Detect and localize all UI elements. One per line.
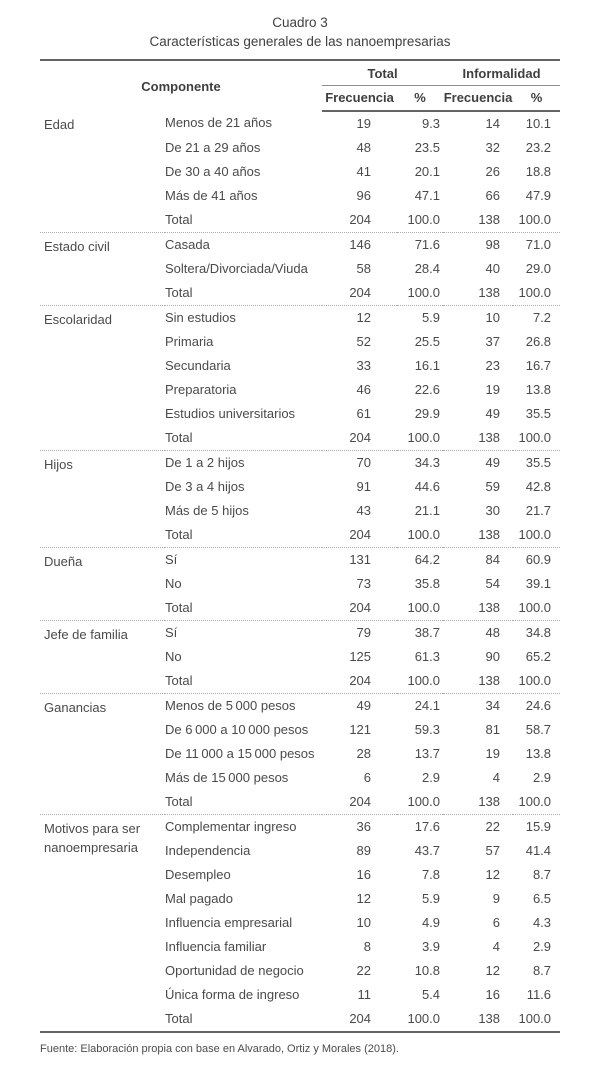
value-cell: 100.0 — [407, 285, 441, 300]
component-cell: Estudios universitarios — [165, 406, 296, 421]
value-cell: 10.8 — [414, 963, 441, 978]
component-cell: Primaria — [165, 334, 214, 349]
value-cell: 52 — [356, 334, 372, 349]
header-group-total: Total — [322, 60, 443, 86]
table-row — [40, 111, 560, 136]
value-cell: 16 — [485, 987, 501, 1002]
component-cell: Total — [165, 212, 193, 227]
value-cell: 24.6 — [525, 698, 552, 713]
value-cell: 7.2 — [532, 310, 552, 325]
table-row — [40, 815, 560, 840]
value-cell: 57 — [485, 843, 501, 858]
component-cell: Preparatoria — [165, 382, 237, 397]
value-cell: 8.7 — [532, 867, 552, 882]
component-cell: Mal pagado — [165, 891, 233, 906]
value-cell: 204 — [349, 673, 372, 688]
value-cell: 100.0 — [518, 794, 552, 809]
category-cell: Dueña — [44, 554, 83, 569]
value-cell: 58.7 — [525, 722, 552, 737]
component-cell: Desempleo — [165, 867, 231, 882]
value-cell: 8.7 — [532, 963, 552, 978]
component-cell: Total — [165, 794, 193, 809]
value-cell: 41.4 — [525, 843, 552, 858]
header-frecuencia-total: Frecuencia — [322, 86, 397, 112]
value-cell: 66 — [485, 188, 501, 203]
value-cell: 125 — [349, 649, 372, 664]
component-cell: No — [165, 576, 182, 591]
value-cell: 24.1 — [414, 698, 441, 713]
value-cell: 29.9 — [414, 406, 441, 421]
table-section — [40, 233, 560, 306]
table-row — [40, 621, 560, 646]
value-cell: 26.8 — [525, 334, 552, 349]
component-cell: Oportunidad de negocio — [165, 963, 304, 978]
table-section — [40, 451, 560, 548]
table-section — [40, 815, 560, 1033]
value-cell: 41 — [356, 164, 372, 179]
value-cell: 2.9 — [532, 939, 552, 954]
value-cell: 100.0 — [518, 285, 552, 300]
value-cell: 34.3 — [414, 455, 441, 470]
value-cell: 8 — [363, 939, 372, 954]
value-cell: 10 — [356, 915, 372, 930]
component-cell: Total — [165, 1011, 193, 1026]
header-group-informalidad: Informalidad — [443, 60, 560, 86]
value-cell: 96 — [356, 188, 372, 203]
value-cell: 49 — [485, 455, 501, 470]
value-cell: 61.3 — [414, 649, 441, 664]
value-cell: 100.0 — [518, 430, 552, 445]
value-cell: 20.1 — [414, 164, 441, 179]
value-cell: 43.7 — [414, 843, 441, 858]
component-cell: Total — [165, 673, 193, 688]
value-cell: 98 — [485, 237, 501, 252]
value-cell: 40 — [485, 261, 501, 276]
header-frecuencia-informalidad: Frecuencia — [443, 86, 513, 112]
table-section — [40, 621, 560, 694]
value-cell: 29.0 — [525, 261, 552, 276]
value-cell: 46 — [356, 382, 372, 397]
value-cell: 28.4 — [414, 261, 441, 276]
value-cell: 73 — [356, 576, 372, 591]
value-cell: 10 — [485, 310, 501, 325]
table-number-title: Cuadro 3 — [272, 15, 328, 30]
value-cell: 5.9 — [421, 891, 441, 906]
category-cell: Hijos — [44, 457, 73, 472]
value-cell: 34 — [485, 698, 501, 713]
table-row — [40, 694, 560, 719]
value-cell: 5.4 — [421, 987, 441, 1002]
value-cell: 91 — [356, 479, 372, 494]
value-cell: 32 — [485, 140, 501, 155]
value-cell: 89 — [356, 843, 372, 858]
value-cell: 100.0 — [518, 1011, 552, 1026]
value-cell: 16.7 — [525, 358, 552, 373]
value-cell: 138 — [478, 285, 501, 300]
value-cell: 100.0 — [518, 527, 552, 542]
header-percent-total: % — [397, 86, 443, 112]
value-cell: 100.0 — [407, 527, 441, 542]
component-cell: Soltera/Divorciada/Viuda — [165, 261, 308, 276]
value-cell: 4.3 — [532, 915, 552, 930]
value-cell: 23 — [485, 358, 501, 373]
category-cell: Ganancias — [44, 700, 107, 715]
value-cell: 35.5 — [525, 455, 552, 470]
value-cell: 100.0 — [518, 600, 552, 615]
component-cell: De 30 a 40 años — [165, 164, 261, 179]
value-cell: 70 — [356, 455, 372, 470]
component-cell: Más de 41 años — [165, 188, 258, 203]
value-cell: 14 — [485, 116, 501, 131]
value-cell: 6.5 — [532, 891, 552, 906]
component-cell: No — [165, 649, 182, 664]
value-cell: 138 — [478, 430, 501, 445]
value-cell: 28 — [356, 746, 372, 761]
value-cell: 49 — [356, 698, 372, 713]
component-cell: De 21 a 29 años — [165, 140, 261, 155]
value-cell: 2.9 — [532, 770, 552, 785]
value-cell: 90 — [485, 649, 501, 664]
value-cell: 138 — [478, 794, 501, 809]
value-cell: 12 — [485, 963, 501, 978]
value-cell: 42.8 — [525, 479, 552, 494]
value-cell: 81 — [485, 722, 501, 737]
value-cell: 9.3 — [421, 116, 441, 131]
value-cell: 21.7 — [525, 503, 552, 518]
value-cell: 13.8 — [525, 382, 552, 397]
value-cell: 3.9 — [421, 939, 441, 954]
component-cell: Total — [165, 430, 193, 445]
value-cell: 4 — [492, 770, 501, 785]
value-cell: 23.5 — [414, 140, 441, 155]
value-cell: 16.1 — [414, 358, 441, 373]
component-cell: Total — [165, 600, 193, 615]
category-cell: Estado civil — [44, 239, 110, 254]
value-cell: 19 — [356, 116, 372, 131]
table-section — [40, 111, 560, 233]
component-cell: Única forma de ingreso — [165, 987, 300, 1002]
value-cell: 71.0 — [525, 237, 552, 252]
table-section — [40, 548, 560, 621]
component-cell: De 11 000 a 15 000 pesos — [165, 746, 315, 761]
value-cell: 17.6 — [414, 819, 441, 834]
value-cell: 100.0 — [407, 600, 441, 615]
table-header — [40, 60, 560, 111]
value-cell: 100.0 — [407, 794, 441, 809]
value-cell: 38.7 — [414, 625, 441, 640]
value-cell: 23.2 — [525, 140, 552, 155]
value-cell: 79 — [356, 625, 372, 640]
value-cell: 26 — [485, 164, 501, 179]
data-table — [40, 59, 560, 1033]
value-cell: 2.9 — [421, 770, 441, 785]
value-cell: 6 — [363, 770, 372, 785]
value-cell: 138 — [478, 212, 501, 227]
value-cell: 11 — [357, 987, 372, 1002]
value-cell: 138 — [478, 673, 501, 688]
value-cell: 6 — [492, 915, 501, 930]
value-cell: 34.8 — [525, 625, 552, 640]
value-cell: 131 — [349, 552, 372, 567]
table-row — [40, 306, 560, 331]
value-cell: 138 — [478, 527, 501, 542]
component-cell: De 1 a 2 hijos — [165, 455, 245, 470]
value-cell: 19 — [485, 746, 501, 761]
value-cell: 58 — [356, 261, 372, 276]
value-cell: 18.8 — [525, 164, 552, 179]
value-cell: 13.7 — [414, 746, 441, 761]
value-cell: 35.5 — [525, 406, 552, 421]
component-cell: Influencia empresarial — [165, 915, 293, 930]
value-cell: 64.2 — [414, 552, 441, 567]
value-cell: 9 — [492, 891, 501, 906]
category-cell: Escolaridad — [44, 312, 112, 327]
value-cell: 10.1 — [525, 116, 552, 131]
value-cell: 60.9 — [525, 552, 552, 567]
value-cell: 59 — [485, 479, 501, 494]
value-cell: 59.3 — [414, 722, 441, 737]
value-cell: 13.8 — [525, 746, 552, 761]
value-cell: 39.1 — [525, 576, 552, 591]
category-cell: Motivos para ser nanoempresaria — [44, 821, 141, 855]
value-cell: 25.5 — [414, 334, 441, 349]
value-cell: 71.6 — [414, 237, 441, 252]
value-cell: 21.1 — [414, 503, 441, 518]
value-cell: 37 — [485, 334, 501, 349]
table-subtitle: Características generales de las nanoempresarias — [149, 34, 451, 49]
value-cell: 204 — [349, 430, 372, 445]
source-note: Fuente: Elaboración propia con base en Alvarado, Ortiz y Morales (2018). — [40, 1043, 399, 1055]
component-cell: Independencia — [165, 843, 251, 858]
table-row — [40, 548, 560, 573]
value-cell: 49 — [485, 406, 501, 421]
value-cell: 12 — [356, 310, 372, 325]
header-componente: Componente — [141, 78, 221, 94]
header-percent-informalidad: % — [513, 86, 560, 112]
component-cell: Sin estudios — [165, 310, 236, 325]
category-cell: Jefe de familia — [44, 627, 128, 642]
value-cell: 12 — [485, 867, 501, 882]
component-cell: Total — [165, 527, 193, 542]
value-cell: 48 — [356, 140, 372, 155]
value-cell: 22 — [485, 819, 501, 834]
table-section — [40, 694, 560, 815]
value-cell: 47.1 — [414, 188, 441, 203]
value-cell: 100.0 — [407, 673, 441, 688]
value-cell: 84 — [485, 552, 501, 567]
value-cell: 12 — [356, 891, 372, 906]
value-cell: 204 — [349, 212, 372, 227]
value-cell: 35.8 — [414, 576, 441, 591]
value-cell: 36 — [356, 819, 372, 834]
component-cell: Sí — [165, 552, 178, 567]
value-cell: 4.9 — [421, 915, 441, 930]
component-cell: Sí — [165, 625, 178, 640]
value-cell: 19 — [485, 382, 501, 397]
table-section — [40, 306, 560, 451]
value-cell: 22.6 — [414, 382, 441, 397]
value-cell: 100.0 — [407, 212, 441, 227]
value-cell: 100.0 — [518, 673, 552, 688]
value-cell: 146 — [349, 237, 372, 252]
category-cell: Edad — [44, 117, 75, 132]
value-cell: 100.0 — [407, 430, 441, 445]
value-cell: 204 — [349, 1011, 372, 1026]
value-cell: 5.9 — [421, 310, 441, 325]
component-cell: De 6 000 a 10 000 pesos — [165, 722, 309, 737]
value-cell: 15.9 — [525, 819, 552, 834]
value-cell: 100.0 — [407, 1011, 441, 1026]
value-cell: 43 — [356, 503, 372, 518]
component-cell: Casada — [165, 237, 210, 252]
value-cell: 11.6 — [526, 987, 552, 1002]
value-cell: 61 — [356, 406, 372, 421]
value-cell: 138 — [478, 1011, 501, 1026]
value-cell: 204 — [349, 285, 372, 300]
value-cell: 22 — [356, 963, 372, 978]
value-cell: 54 — [485, 576, 501, 591]
value-cell: 30 — [485, 503, 501, 518]
value-cell: 204 — [349, 527, 372, 542]
value-cell: 44.6 — [414, 479, 441, 494]
value-cell: 121 — [349, 722, 372, 737]
group-header-row — [40, 60, 560, 86]
component-cell: Total — [165, 285, 193, 300]
table-row — [40, 451, 560, 476]
component-cell: Más de 5 hijos — [165, 503, 249, 518]
value-cell: 204 — [349, 794, 372, 809]
value-cell: 33 — [356, 358, 372, 373]
table-row — [40, 233, 560, 258]
value-cell: 204 — [349, 600, 372, 615]
component-cell: Complementar ingreso — [165, 819, 297, 834]
component-cell: Influencia familiar — [165, 939, 267, 954]
component-cell: De 3 a 4 hijos — [165, 479, 245, 494]
component-cell: Secundaria — [165, 358, 231, 373]
value-cell: 16 — [356, 867, 372, 882]
component-cell: Más de 15 000 pesos — [165, 770, 289, 785]
value-cell: 48 — [485, 625, 501, 640]
value-cell: 4 — [492, 939, 501, 954]
component-cell: Menos de 5 000 pesos — [165, 698, 296, 713]
component-cell: Menos de 21 años — [165, 115, 272, 130]
value-cell: 65.2 — [525, 649, 552, 664]
value-cell: 47.9 — [525, 188, 552, 203]
value-cell: 7.8 — [421, 867, 441, 882]
value-cell: 138 — [478, 600, 501, 615]
value-cell: 100.0 — [518, 212, 552, 227]
